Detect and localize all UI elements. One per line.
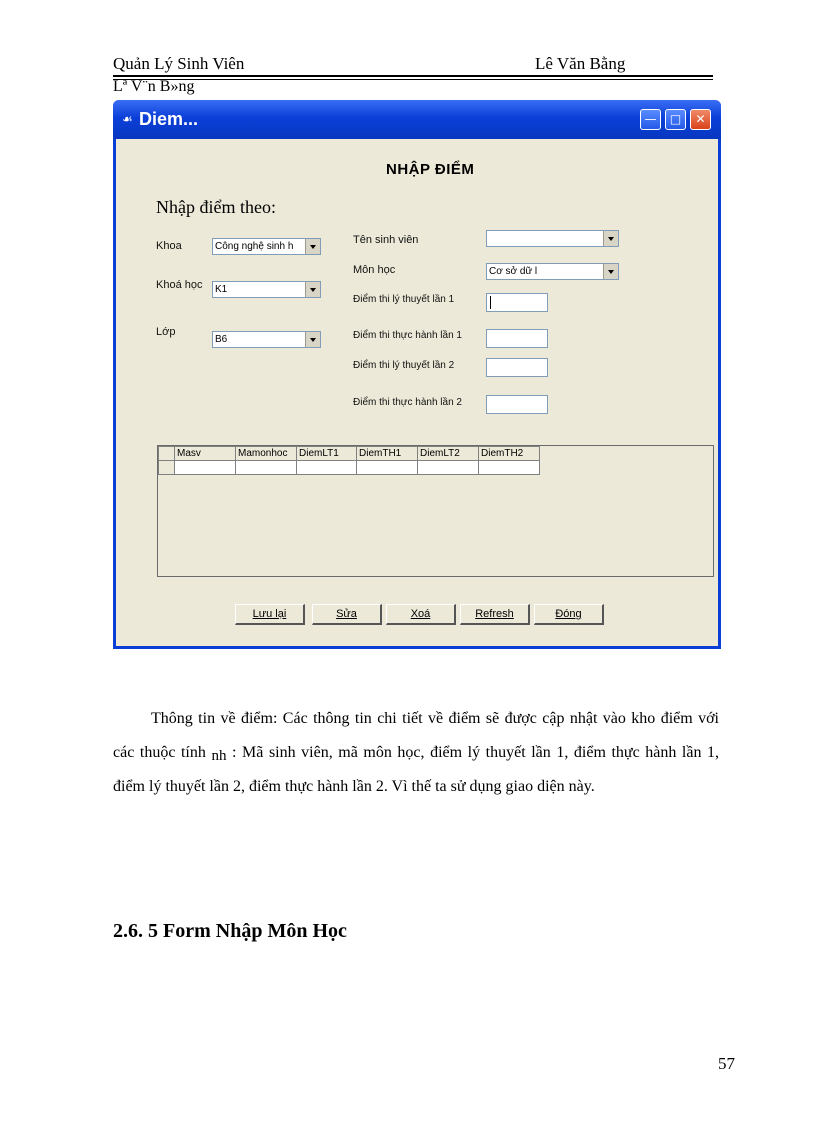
- minimize-button[interactable]: [640, 109, 661, 130]
- diem-window: [113, 100, 721, 649]
- ten-sinh-vien-combo[interactable]: [486, 230, 619, 247]
- grid-col-mamonhoc[interactable]: Mamonhoc: [236, 447, 297, 461]
- khoa-label: Khoa: [156, 240, 182, 252]
- window-title: Diem...: [139, 109, 199, 129]
- diem-lt1-input[interactable]: [486, 293, 548, 312]
- paragraph-sub: nh: [211, 748, 227, 764]
- diem-lt1-label: Điểm thi lý thuyết lần 1: [353, 294, 455, 305]
- khoa-value: Công nghệ sinh h: [215, 241, 294, 252]
- grid-corner-cell: [159, 447, 175, 461]
- mon-hoc-combo[interactable]: [486, 263, 619, 280]
- close-icon: ✕: [695, 112, 706, 126]
- doc-header-title: Quản Lý Sinh Viên: [113, 54, 245, 73]
- diem-lt2-label: Điểm thi lý thuyết lần 2: [353, 360, 455, 371]
- khoa-hoc-label: Khoá học: [156, 279, 203, 291]
- mon-hoc-label: Môn học: [353, 264, 396, 276]
- window-titlebar[interactable]: [113, 100, 721, 139]
- section-heading: 2.6. 5 Form Nhập Môn Học: [113, 920, 347, 942]
- khoa-hoc-combo[interactable]: [212, 281, 321, 298]
- header-rule-thin: [113, 79, 713, 80]
- maximize-button[interactable]: [665, 109, 686, 130]
- minimize-icon: —: [644, 112, 657, 126]
- grid-col-diemlt1[interactable]: DiemLT1: [297, 447, 357, 461]
- lop-value: B6: [215, 334, 228, 345]
- grid-cell[interactable]: [418, 461, 479, 475]
- diem-th1-label: Điểm thi thực hành lần 1: [353, 330, 462, 341]
- khoa-hoc-value: K1: [215, 284, 228, 295]
- close-form-button[interactable]: Đóng: [534, 604, 604, 625]
- window-client-area: [116, 139, 718, 646]
- chevron-down-icon[interactable]: [603, 264, 618, 279]
- window-app-icon: ☙: [122, 112, 133, 126]
- paragraph-part-2: : Mã sinh viên, mã môn học, điểm lý thuyết lần 1, điểm thực hành lần 1, điểm lý thuyết lần 2, điểm thực hành lần 2. Vì thế ta sử dụng giao diện này.: [113, 744, 720, 795]
- chevron-down-icon[interactable]: [603, 231, 618, 246]
- doc-header-garbled-author: Lª V¨n B»ng: [113, 78, 195, 95]
- description-paragraph: [113, 702, 719, 804]
- diem-lt2-input[interactable]: [486, 358, 548, 377]
- row-selector[interactable]: [159, 461, 175, 475]
- chevron-down-icon[interactable]: [305, 332, 320, 347]
- diem-datagrid[interactable]: [157, 445, 714, 577]
- close-button[interactable]: [690, 109, 711, 130]
- lop-combo[interactable]: [212, 331, 321, 348]
- refresh-button[interactable]: Refresh: [460, 604, 530, 625]
- maximize-icon: □: [669, 112, 682, 126]
- chevron-down-icon[interactable]: [305, 282, 320, 297]
- grid-cell[interactable]: [297, 461, 357, 475]
- grid-table: [158, 446, 540, 475]
- doc-header-author: Lê Văn Bằng: [535, 54, 626, 73]
- lop-label: Lớp: [156, 326, 176, 338]
- grid-col-diemlt2[interactable]: DiemLT2: [418, 447, 479, 461]
- grid-cell[interactable]: [175, 461, 236, 475]
- grid-header-row: [159, 447, 540, 461]
- page-number: 57: [718, 1054, 735, 1073]
- ten-sinh-vien-label: Tên sinh viên: [353, 234, 419, 246]
- table-row[interactable]: [159, 461, 540, 475]
- grid-col-diemth2[interactable]: DiemTH2: [479, 447, 540, 461]
- diem-th2-input[interactable]: [486, 395, 548, 414]
- diem-th2-label: Điểm thi thực hành lần 2: [353, 397, 462, 408]
- grid-cell[interactable]: [479, 461, 540, 475]
- chevron-down-icon[interactable]: [305, 239, 320, 254]
- grid-cell[interactable]: [236, 461, 297, 475]
- khoa-combo[interactable]: [212, 238, 321, 255]
- form-title: NHẬP ĐIỂM: [386, 161, 475, 178]
- diem-th1-input[interactable]: [486, 329, 548, 348]
- paragraph-part-1: Thông tin về điểm: Các thông tin chi tiết về điểm sẽ được cập nhật vào kho điểm với các thuộc tính: [113, 710, 719, 761]
- grid-col-diemth1[interactable]: DiemTH1: [357, 447, 418, 461]
- edit-button[interactable]: Sửa: [312, 604, 382, 625]
- grid-col-masv[interactable]: Masv: [175, 447, 236, 461]
- mon-hoc-value: Cơ sở dữ l: [489, 266, 538, 277]
- header-rule-thick: [113, 75, 713, 77]
- form-subtitle: Nhập điểm theo:: [156, 197, 276, 217]
- save-button[interactable]: Lưu lại: [235, 604, 305, 625]
- delete-button[interactable]: Xoá: [386, 604, 456, 625]
- grid-cell[interactable]: [357, 461, 418, 475]
